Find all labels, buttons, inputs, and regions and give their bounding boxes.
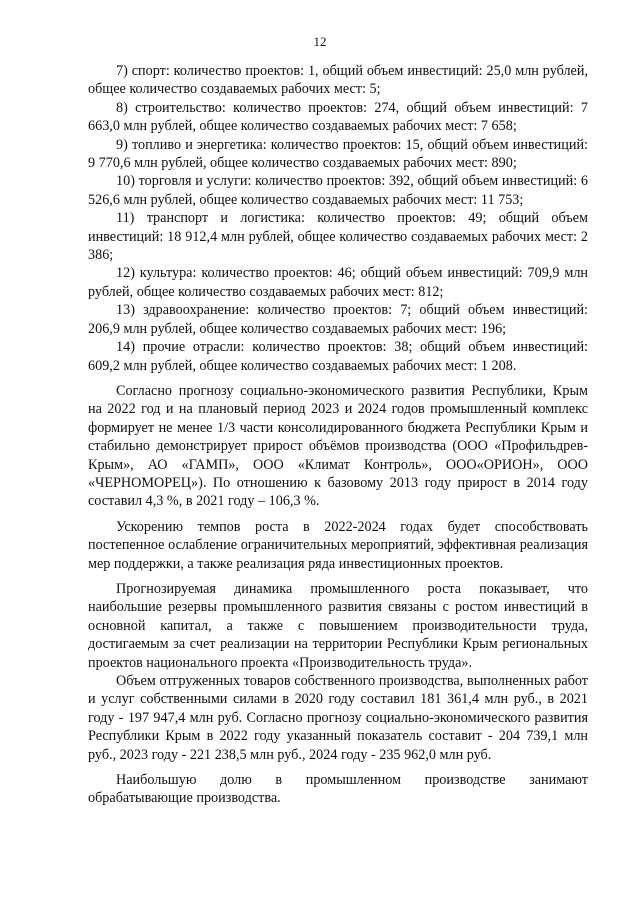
- paragraph-fuel-energy: 9) топливо и энергетика: количество проектов: 15, общий объем инвестиций: 9 770,6 млн рублей, общее количество создаваемых рабочих мест: 890;: [88, 136, 588, 172]
- document-body: [88, 62, 588, 808]
- paragraph-forecast: Согласно прогнозу социально-экономического развития Республики, Крым на 2022 год и на плановый период 2023 и 2024 годов промышленный комплекс формирует не менее 1/3 части консолидированного бюджета Республики Крым и стабильно демонстрирует прирост объёмов производства (ООО «Профильдрев-Крым», АО «ГАМП», ООО «Климат Контроль», ООО«ОРИОН», ООО «ЧЕРНОМОРЕЦ»). По отношению к базовому 2013 году прирост в 2014 году составил 4,3 %, в 2021 году – 106,3 %.: [88, 382, 588, 510]
- paragraph-other-industries: 14) прочие отрасли: количество проектов: 38; общий объем инвестиций: 609,2 млн рублей, общее количество создаваемых рабочих мест: 1 208.: [88, 339, 588, 374]
- paragraph-sport: 7) спорт: количество проектов: 1, общий объем инвестиций: 25,0 млн рублей, общее количество создаваемых рабочих мест: 5;: [88, 63, 588, 98]
- paragraph-growth-acceleration: Ускорению темпов роста в 2022-2024 годах будет способствовать постепенное ослабление ограничительных мероприятий, эффективная реализация мер поддержки, а также реализация ряда инвестиционных проектов.: [88, 518, 588, 572]
- paragraph-transport-logistics: 11) транспорт и логистика: количество проектов: 49; общий объем инвестиций: 18 912,4 млн рублей, общее количество создаваемых рабочих мест: 2 386;: [88, 210, 588, 264]
- paragraph-manufacturing-share: Наибольшую долю в промышленном производстве занимают обрабатывающие производства.: [88, 772, 588, 807]
- paragraph-industrial-dynamics: Прогнозируемая динамика промышленного роста показывает, что наибольшие резервы промышленного развития связаны с ростом инвестиций в основной капитал, а также с повышением производительности труда, достигаемым за счет реализации на территории Республики Крым региональных проектов национального проекта «Производительность труда».: [88, 580, 588, 671]
- paragraph-healthcare: 13) здравоохранение: количество проектов: 7; общий объем инвестиций: 206,9 млн рублей, общее количество создаваемых рабочих мест: 196;: [88, 302, 588, 337]
- paragraph-trade-services: 10) торговля и услуги: количество проектов: 392, общий объем инвестиций: 6 526,6 млн рублей, общее количество создаваемых рабочих мест: 11 753;: [88, 173, 588, 208]
- paragraph-construction: 8) строительство: количество проектов: 274, общий объем инвестиций: 7 663,0 млн рублей, общее количество создаваемых рабочих мест: 7 658;: [88, 99, 588, 135]
- paragraph-culture: 12) культура: количество проектов: 46; общий объем инвестиций: 709,9 млн рублей, общее количество создаваемых рабочих мест: 812;: [88, 265, 588, 300]
- page-number: 12: [313, 34, 327, 49]
- paragraph-shipped-goods: Объем отгруженных товаров собственного производства, выполненных работ и услуг собственными силами в 2020 году составил 181 361,4 млн руб., в 2021 году - 197 947,4 млн руб. Согласно прогнозу социально-экономического развития Республики Крым в 2022 году указанный показатель составит - 204 739,1 млн руб., 2023 году - 221 238,5 млн руб., 2024 году - 235 962,0 млн руб.: [88, 673, 588, 763]
